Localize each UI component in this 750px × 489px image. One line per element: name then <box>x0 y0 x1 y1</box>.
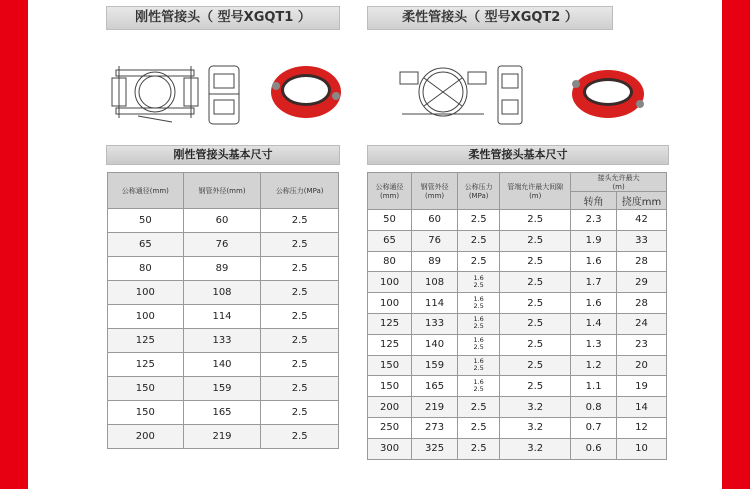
table-row <box>368 417 667 438</box>
table-cell: 2.5 <box>500 355 571 376</box>
table-cell: 89 <box>183 257 261 281</box>
table-cell: 100 <box>368 272 412 293</box>
col-nominal-diameter <box>368 173 412 210</box>
table-cell: 140 <box>183 353 261 377</box>
table-cell: 1.9 <box>571 230 617 251</box>
table-cell: 0.6 <box>571 438 617 459</box>
table-cell: 250 <box>368 417 412 438</box>
stacked-pressure-values: 1.6 2.5 <box>473 377 484 393</box>
table-cell: 2.5 <box>261 377 339 401</box>
table-cell: 2.5 <box>458 397 500 418</box>
table-cell: 29 <box>617 272 667 293</box>
table-row <box>368 251 667 272</box>
table-cell: 1.7 <box>571 272 617 293</box>
table-cell: 2.5 <box>261 257 339 281</box>
table-cell: 159 <box>412 355 458 376</box>
table-cell: 2.5 <box>458 438 500 459</box>
table-cell: 2.5 <box>500 293 571 314</box>
header-text: 接头允许最大 <box>597 174 640 182</box>
flexible-coupling-table <box>367 172 667 460</box>
table-cell: 2.5 <box>458 251 500 272</box>
table-cell: 200 <box>108 425 184 449</box>
stacked-pressure-values: 1.6 2.5 <box>473 294 484 310</box>
header-unit: (mm) <box>425 192 445 200</box>
table-cell: 100 <box>108 281 184 305</box>
table-row <box>368 293 667 314</box>
table-cell: 24 <box>617 313 667 334</box>
table-cell: 28 <box>617 251 667 272</box>
table-cell: 60 <box>412 210 458 231</box>
table-cell: 140 <box>412 334 458 355</box>
table-cell: 19 <box>617 376 667 397</box>
table-cell: 219 <box>183 425 261 449</box>
table-row <box>368 438 667 459</box>
table-cell: 23 <box>617 334 667 355</box>
table-cell: 76 <box>183 233 261 257</box>
table-cell: 100 <box>368 293 412 314</box>
table-cell: 150 <box>368 355 412 376</box>
col-nominal-diameter: 公称通径(mm) <box>108 173 184 209</box>
col-pipe-od: 钢管外径(mm) <box>183 173 261 209</box>
table-cell: 200 <box>368 397 412 418</box>
table-cell: 150 <box>108 401 184 425</box>
table-cell: 100 <box>108 305 184 329</box>
table-cell <box>458 376 500 397</box>
table-cell: 2.5 <box>500 272 571 293</box>
table-row <box>368 376 667 397</box>
table-cell: 325 <box>412 438 458 459</box>
table-cell: 10 <box>617 438 667 459</box>
table-cell: 2.5 <box>500 313 571 334</box>
rigid-coupling-table-title: 刚性管接头基本尺寸 <box>106 145 340 165</box>
table-row <box>108 425 339 449</box>
table-cell: 2.5 <box>261 281 339 305</box>
table-cell: 14 <box>617 397 667 418</box>
table-row <box>108 281 339 305</box>
rigid-coupling-table <box>107 172 339 449</box>
table-cell: 300 <box>368 438 412 459</box>
flexible-coupling-title: 柔性管接头（ 型号XGQT2 ） <box>367 6 613 30</box>
table-cell: 2.5 <box>500 230 571 251</box>
table-cell <box>458 293 500 314</box>
table-cell: 80 <box>368 251 412 272</box>
table-cell: 2.5 <box>500 334 571 355</box>
table-row <box>368 397 667 418</box>
table-cell: 2.5 <box>261 353 339 377</box>
table-row <box>368 230 667 251</box>
header-text: 公称压力 <box>464 183 493 191</box>
col-max-gap <box>500 173 571 210</box>
flexible-coupling-front-drawing <box>396 56 491 131</box>
header-unit: (m) <box>612 183 625 191</box>
table-cell: 108 <box>183 281 261 305</box>
header-text: 管端允许最大间隙 <box>507 183 564 191</box>
table-cell: 150 <box>108 377 184 401</box>
table-cell <box>458 355 500 376</box>
table-cell: 219 <box>412 397 458 418</box>
col-group-joint-max <box>571 173 667 192</box>
table-cell: 12 <box>617 417 667 438</box>
table-row <box>368 355 667 376</box>
table-cell: 125 <box>108 353 184 377</box>
table-cell: 33 <box>617 230 667 251</box>
table-row <box>108 353 339 377</box>
table-cell: 125 <box>108 329 184 353</box>
table-cell: 65 <box>368 230 412 251</box>
table-cell: 150 <box>368 376 412 397</box>
table-cell: 76 <box>412 230 458 251</box>
table-cell <box>458 334 500 355</box>
rigid-coupling-photo <box>266 56 346 124</box>
table-cell: 2.5 <box>458 417 500 438</box>
table-cell: 125 <box>368 313 412 334</box>
table-cell: 114 <box>183 305 261 329</box>
table-row <box>368 272 667 293</box>
table-cell: 2.5 <box>458 210 500 231</box>
table-cell: 3.2 <box>500 417 571 438</box>
table-cell: 2.5 <box>261 209 339 233</box>
table-cell: 20 <box>617 355 667 376</box>
table-cell: 0.7 <box>571 417 617 438</box>
header-text: 公称通径 <box>375 183 404 191</box>
table-cell: 133 <box>412 313 458 334</box>
table-cell: 42 <box>617 210 667 231</box>
table-cell: 2.5 <box>458 230 500 251</box>
table-row <box>368 313 667 334</box>
table-row <box>108 377 339 401</box>
left-red-border <box>0 0 28 489</box>
table-cell: 2.5 <box>261 305 339 329</box>
flexible-coupling-photo <box>566 62 650 122</box>
rigid-coupling-title: 刚性管接头（ 型号XGQT1 ） <box>106 6 340 30</box>
table-cell: 1.2 <box>571 355 617 376</box>
col-nominal-pressure <box>458 173 500 210</box>
table-row <box>108 329 339 353</box>
table-cell: 1.3 <box>571 334 617 355</box>
table-cell: 60 <box>183 209 261 233</box>
table-cell: 3.2 <box>500 438 571 459</box>
table-cell: 2.3 <box>571 210 617 231</box>
table-cell: 1.1 <box>571 376 617 397</box>
col-nominal-pressure: 公称压力(MPa) <box>261 173 339 209</box>
table-cell: 114 <box>412 293 458 314</box>
table-cell: 65 <box>108 233 184 257</box>
table-cell: 2.5 <box>261 401 339 425</box>
table-cell: 108 <box>412 272 458 293</box>
table-cell: 3.2 <box>500 397 571 418</box>
table-row <box>108 233 339 257</box>
table-row <box>108 257 339 281</box>
table-row <box>368 334 667 355</box>
table-cell: 1.4 <box>571 313 617 334</box>
rigid-coupling-front-drawing <box>108 56 203 131</box>
table-cell: 1.6 <box>571 293 617 314</box>
col-rotation-angle: 转角 <box>571 192 617 210</box>
table-cell: 2.5 <box>261 425 339 449</box>
table-row <box>108 209 339 233</box>
table-row <box>108 401 339 425</box>
stacked-pressure-values: 1.6 2.5 <box>473 356 484 372</box>
header-unit: (m) <box>529 192 542 200</box>
stacked-pressure-values: 1.6 2.5 <box>473 273 484 289</box>
table-cell: 165 <box>183 401 261 425</box>
flexible-coupling-table-title: 柔性管接头基本尺寸 <box>367 145 669 165</box>
table-cell <box>458 313 500 334</box>
table-cell: 125 <box>368 334 412 355</box>
table-cell: 165 <box>412 376 458 397</box>
table-cell: 28 <box>617 293 667 314</box>
table-row <box>108 305 339 329</box>
table-cell: 159 <box>183 377 261 401</box>
table-cell: 2.5 <box>261 233 339 257</box>
table-cell: 80 <box>108 257 184 281</box>
table-cell: 2.5 <box>500 376 571 397</box>
table-row <box>368 210 667 231</box>
flexible-coupling-side-drawing <box>492 60 528 130</box>
table-cell: 50 <box>108 209 184 233</box>
table-cell: 89 <box>412 251 458 272</box>
header-text: 钢管外径 <box>420 183 449 191</box>
header-unit: (mm) <box>379 192 400 200</box>
table-cell: 273 <box>412 417 458 438</box>
col-deflection: 挠度mm <box>617 192 667 210</box>
stacked-pressure-values: 1.6 2.5 <box>473 315 484 331</box>
table-cell: 2.5 <box>500 251 571 272</box>
table-cell: 1.6 <box>571 251 617 272</box>
rigid-coupling-side-drawing <box>204 60 244 130</box>
table-cell <box>458 272 500 293</box>
table-cell: 0.8 <box>571 397 617 418</box>
stacked-pressure-values: 1.6 2.5 <box>473 336 484 352</box>
header-unit: (MPa) <box>468 192 489 200</box>
right-red-border <box>722 0 750 489</box>
table-cell: 2.5 <box>261 329 339 353</box>
table-cell: 50 <box>368 210 412 231</box>
table-cell: 133 <box>183 329 261 353</box>
col-pipe-od <box>412 173 458 210</box>
table-cell: 2.5 <box>500 210 571 231</box>
